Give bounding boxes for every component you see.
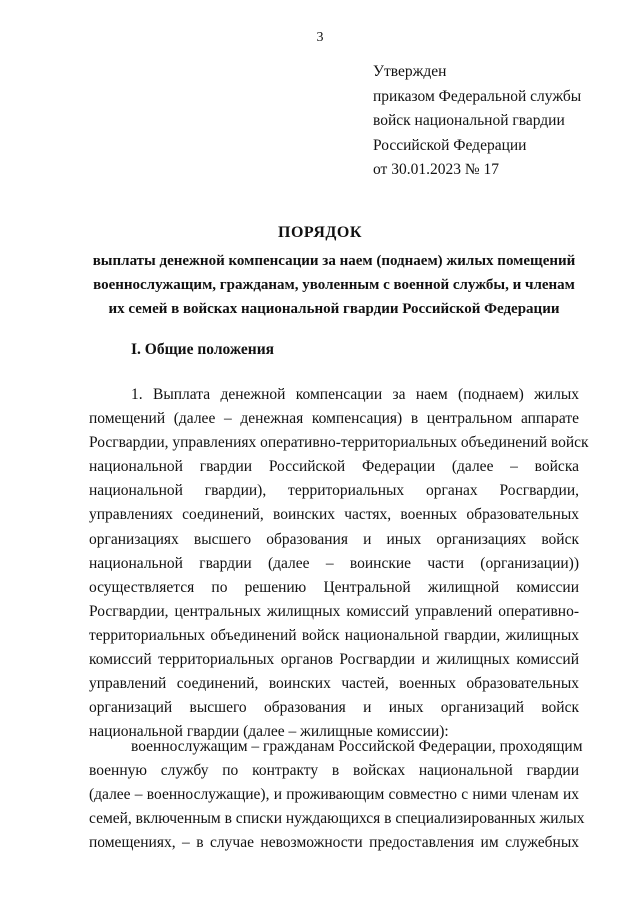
page-number: 3: [316, 30, 324, 45]
paragraph-line: национальной гвардии Российской Федерации (далее – войска: [89, 458, 579, 476]
paragraph-line: помещениях, – в случае невозможности предоставления им служебных: [89, 834, 579, 852]
approval-line: приказом Федеральной службы: [373, 87, 582, 105]
approval-line: от 30.01.2023 № 17: [373, 161, 499, 178]
paragraph-line: военную службу по контракту в войсках национальной гвардии: [89, 762, 579, 780]
paragraph-line: 1. Выплата денежной компенсации за наем (поднаем) жилых: [131, 386, 579, 403]
paragraph-line: национальной гвардии), территориальных органах Росгвардии,: [89, 482, 579, 500]
approval-line: Российской Федерации: [373, 136, 527, 154]
paragraph-line: организаций высшего образования и иных организаций войск: [89, 699, 579, 717]
subtitle-line: военнослужащим, гражданам, уволенным с военной службы, и членам: [93, 277, 575, 293]
document-title: ПОРЯДОК: [278, 224, 362, 241]
paragraph-line: территориальных объединений войск национальной гвардии, жилищных: [89, 626, 579, 644]
section-heading: I. Общие положения: [131, 341, 275, 358]
paragraph-line: национальной гвардии (далее – жилищные комиссии):: [89, 723, 449, 741]
paragraph-line: управлений соединений, воинских частей, военных образовательных: [89, 675, 579, 693]
paragraph-line: организациях высшего образования и иных организациях войск: [89, 530, 579, 548]
paragraph-line: помещений (далее – денежная компенсация) в центральном аппарате: [89, 410, 579, 428]
subtitle-line: их семей в войсках национальной гвардии Российской Федерации: [108, 301, 560, 317]
paragraph-line: осуществляется по решению Центральной жилищной комиссии: [89, 578, 579, 596]
paragraph-1: [89, 383, 589, 744]
paragraph-line: Росгвардии, центральных жилищных комиссий управлений оперативно-: [89, 602, 579, 620]
document-subtitle: [88, 249, 580, 321]
paragraph-line: Росгвардии, управлениях оперативно-территориальных объединений войск: [89, 434, 589, 452]
paragraph-line: семей, включенным в списки нуждающихся в специализированных жилых: [89, 810, 585, 828]
approval-line: Утвержден: [373, 63, 447, 80]
subtitle-line: выплаты денежной компенсации за наем (поднаем) жилых помещений: [92, 253, 576, 269]
paragraph-line: национальной гвардии (далее – воинские части (организации)): [89, 554, 579, 572]
paragraph-2: [89, 735, 585, 855]
paragraph-line: управлениях соединений, воинских частях, военных образовательных: [89, 506, 579, 524]
paragraph-line: (далее – военнослужащие), и проживающим совместно с ними членам их: [89, 786, 579, 804]
approval-line: войск национальной гвардии: [373, 112, 565, 129]
approval-stamp: [373, 60, 581, 183]
paragraph-line: комиссий территориальных органов Росгвардии и жилищных комиссий: [89, 651, 579, 669]
paragraph-line: военнослужащим – гражданам Российской Федерации, проходящим: [131, 738, 583, 755]
